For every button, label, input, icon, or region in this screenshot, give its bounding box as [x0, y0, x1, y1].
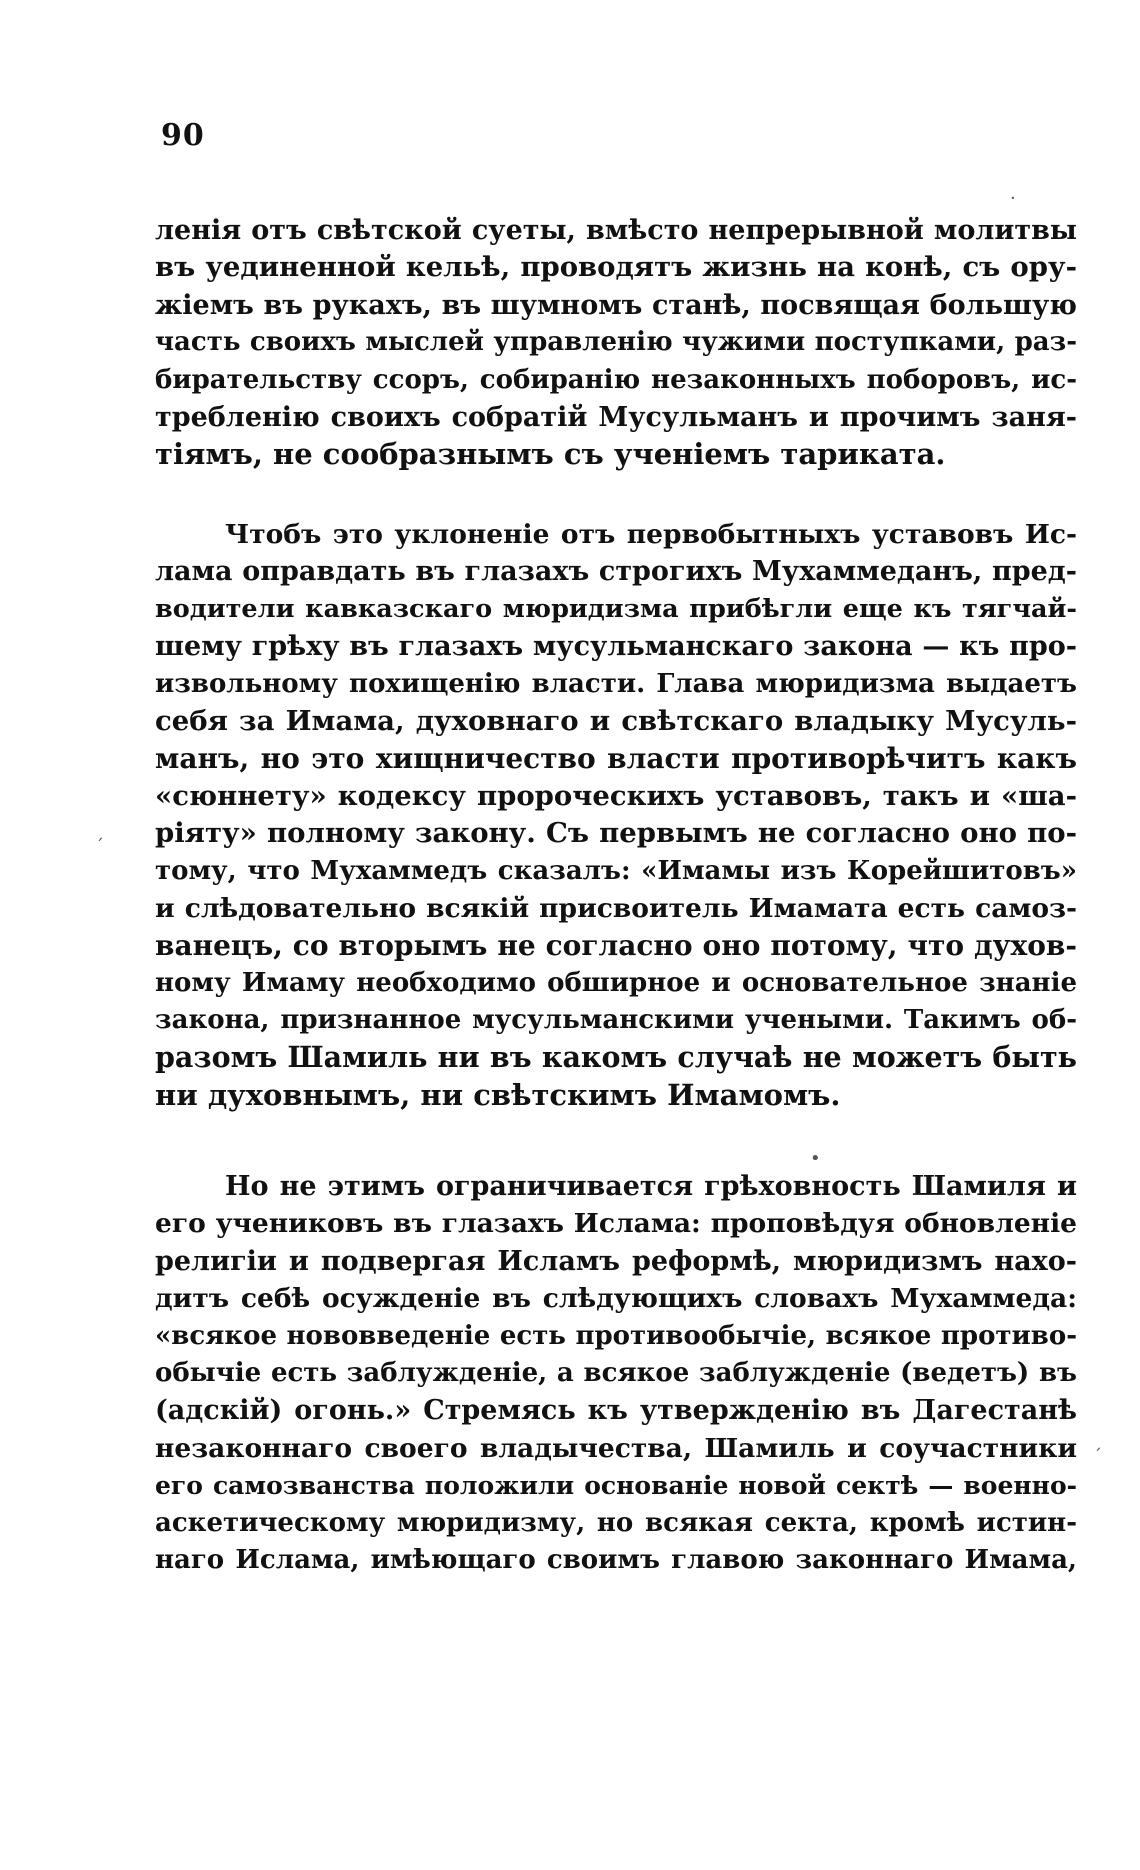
text-line: манъ, но это хищничество власти противорѣчитъ какъ	[155, 742, 1077, 776]
scan-speck: ˊ	[95, 836, 104, 857]
text-line: ванецъ, со вторымъ не согласно оно потому, что духов-	[155, 929, 1077, 963]
text-line: требленію своихъ собратій Мусульманъ и прочимъ заня-	[155, 401, 1077, 433]
scan-speck: ·	[1010, 188, 1016, 209]
text-line: тому, что Мухаммедъ сказалъ: «Имамы изъ Корейшитовъ»	[155, 855, 1077, 886]
text-line: лама оправдать въ глазахъ строгихъ Мухаммеданъ, пред-	[155, 556, 1077, 588]
text-line: Но не этимъ ограничивается грѣховность Шамиля и	[225, 1171, 1077, 1202]
text-line: закона, признанное мусульманскими учеными. Такимъ об-	[155, 1005, 1077, 1036]
text-line: въ уединенной кельѣ, проводятъ жизнь на конѣ, съ ору-	[155, 251, 1077, 284]
text-line: Чтобъ это уклоненіе отъ первобытныхъ уставовъ Ис-	[225, 519, 1077, 550]
text-line: себя за Имама, духовнаго и свѣтскаго владыку Мусуль-	[155, 704, 1077, 737]
text-line: водители кавказскаго мюридизма прибѣгли еще къ тягчай-	[155, 593, 1077, 624]
paragraph-3	[155, 1168, 1077, 1579]
text-line: «сюннету» кодексу пророческихъ уставовъ, такъ и «ша-	[155, 779, 1077, 812]
text-line: незаконнаго своего владычества, Шамиль и соучастники	[155, 1432, 1077, 1464]
text-line: разомъ Шамиль ни въ какомъ случаѣ не можетъ быть	[155, 1040, 1077, 1075]
text-line: «всякое нововведеніе есть противообычіе, всякое противо-	[155, 1320, 1077, 1351]
text-line: (адскій) огонь.» Стремясь къ утвержденію въ Дагестанѣ	[155, 1395, 1077, 1427]
text-line: извольному похищенію власти. Глава мюридизма выдаетъ	[155, 668, 1077, 699]
text-line: религіи и подвергая Исламъ реформѣ, мюридизмъ нахо-	[155, 1245, 1077, 1277]
text-line: и слѣдовательно всякій присвоитель Имамата есть самоз-	[155, 892, 1077, 924]
text-line: жіемъ въ рукахъ, въ шумномъ станѣ, посвящая большую	[155, 289, 1077, 321]
text-line: его учениковъ въ глазахъ Ислама: проповѣдуя обновленіе	[155, 1208, 1077, 1240]
text-line: дитъ себѣ осужденіе въ слѣдующихъ словахъ Мухаммеда:	[155, 1283, 1077, 1315]
paragraph-1	[155, 212, 1077, 474]
text-line: аскетическому мюридизму, но всякая секта, кромѣ истин-	[155, 1507, 1077, 1538]
text-line: ному Имаму необходимо обширное и основательное знаніе	[155, 967, 1077, 998]
text-line: часть своихъ мыслей управленію чужими поступками, раз-	[155, 327, 1077, 358]
text-line: ни духовнымъ, ни свѣтскимъ Имамомъ.	[155, 1077, 841, 1112]
text-line: ріяту» полному закону. Съ первымъ не согласно оно по-	[155, 817, 1077, 850]
paragraph-2	[155, 516, 1077, 1114]
text-line: ленія отъ свѣтской суеты, вмѣсто непрерывной молитвы	[155, 215, 1077, 246]
scan-speck: ˊ	[1093, 1446, 1102, 1467]
text-line: бирательству ссоръ, собиранію незаконныхъ поборовъ, ис-	[155, 364, 1077, 395]
text-line: его самозванства положили основаніе новой сектѣ — военно-	[155, 1471, 1077, 1501]
page-number: 90	[161, 118, 205, 153]
text-line: наго Ислама, имѣющаго своимъ главою законнаго Имама,	[155, 1544, 1077, 1575]
text-line: тіямъ, не сообразнымъ съ ученіемъ тариката.	[155, 437, 946, 472]
scan-speck: •	[810, 1148, 821, 1169]
text-line: обычіе есть заблужденіе, а всякое заблужденіе (ведетъ) въ	[155, 1357, 1077, 1388]
text-line: шему грѣху въ глазахъ мусульманскаго закона — къ про-	[155, 631, 1077, 663]
